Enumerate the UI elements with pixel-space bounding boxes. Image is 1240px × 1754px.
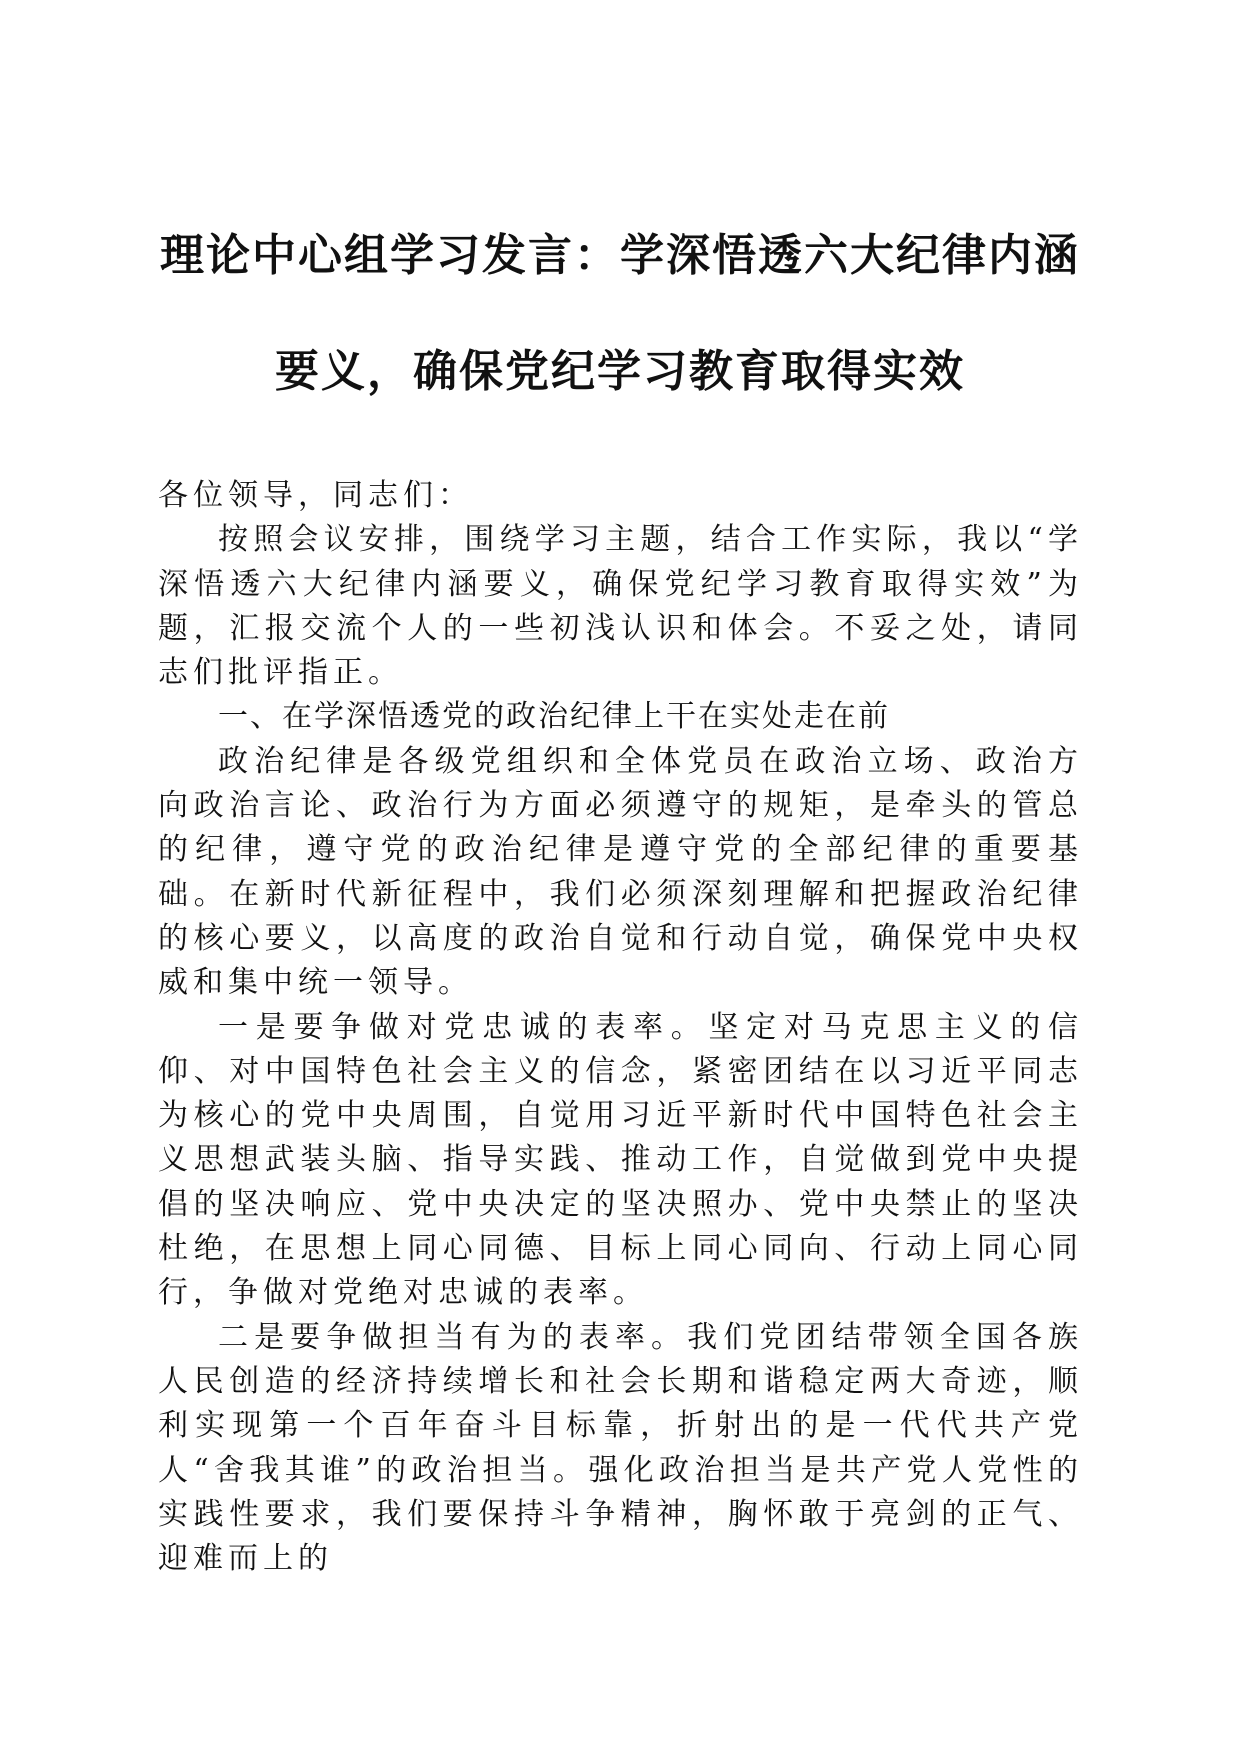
body-paragraph: 政治纪律是各级党组织和全体党员在政治立场、政治方向政治言论、政治行为方面必须遵守的规矩，是牵头的管总的纪律，遵守党的政治纪律是遵守党的全部纪律的重要基础。在新时代新征程中，我们必须深刻理解和把握政治纪律的核心要义，以高度的政治自觉和行动自觉，确保党中央权威和集中统一领导。 <box>158 743 1083 1001</box>
document-title-line-2: 要义，确保党纪学习教育取得实效 <box>275 346 965 397</box>
document-title-line-1: 理论中心组学习发言：学深悟透六大纪律内涵 <box>160 230 1080 281</box>
document-body <box>158 474 1083 1581</box>
salutation: 各位领导，同志们： <box>158 478 473 513</box>
section-heading: 一、在学深悟透党的政治纪律上干在实处走在前 <box>218 699 890 735</box>
body-paragraph: 一是要争做对党忠诚的表率。坚定对马克思主义的信仰、对中国特色社会主义的信念，紧密团结在以习近平同志为核心的党中央周围，自觉用习近平新时代中国特色社会主义思想武装头脑、指导实践、推动工作，自觉做到党中央提倡的坚决响应、党中央决定的坚决照办、党中央禁止的坚决杜绝，在思想上同心同德、目标上同心同向、行动上同心同行，争做对党绝对忠诚的表率。 <box>158 1009 1083 1311</box>
intro-paragraph: 按照会议安排，围绕学习主题，结合工作实际，我以“学深悟透六大纪律内涵要义，确保党纪学习教育取得实效”为题，汇报交流个人的一些初浅认识和体会。不妥之处，请同志们批评指正。 <box>158 522 1083 691</box>
body-paragraph: 二是要争做担当有为的表率。我们党团结带领全国各族人民创造的经济持续增长和社会长期和谐稳定两大奇迹，顺利实现第一个百年奋斗目标靠，折射出的是一代代共产党人“舍我其谁”的政治担当。强化政治担当是共产党人党性的实践性要求，我们要保持斗争精神，胸怀敢于亮剑的正气、迎难而上的 <box>158 1319 1083 1577</box>
